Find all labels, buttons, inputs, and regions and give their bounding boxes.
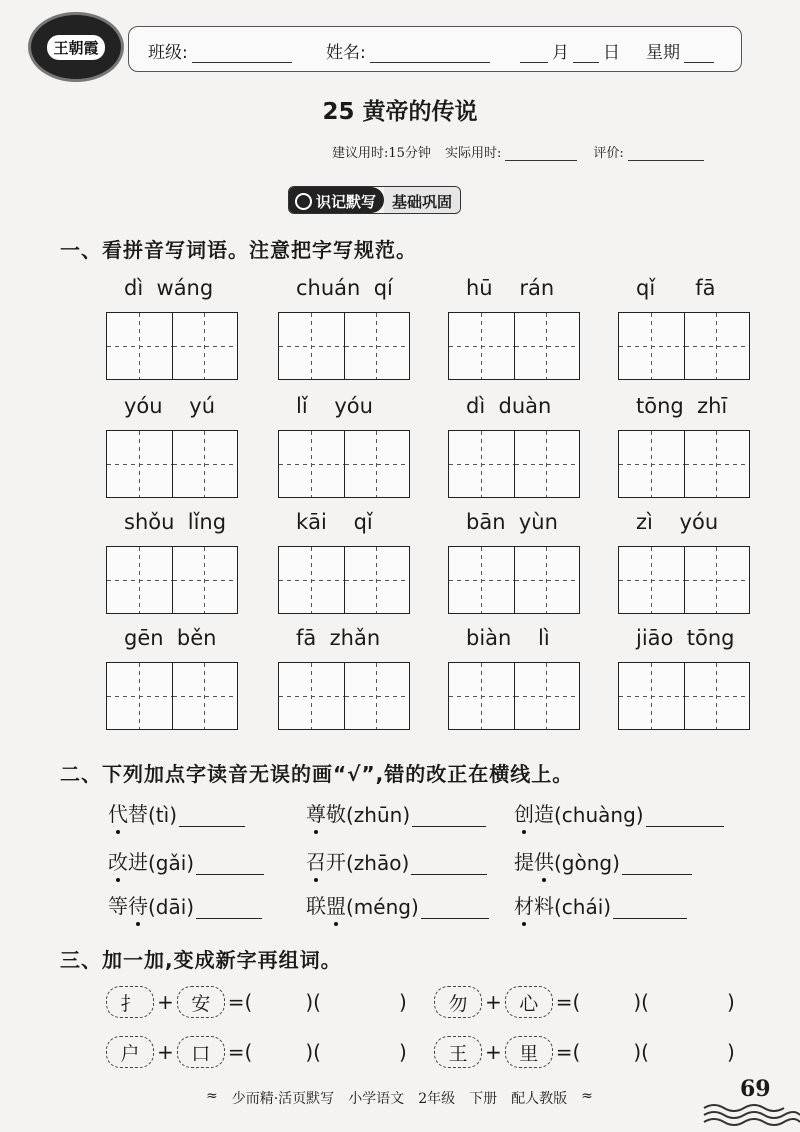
writing-grid[interactable]: [278, 546, 410, 614]
word-char: 替: [128, 802, 148, 826]
month-blank[interactable]: [520, 44, 548, 63]
writing-cell[interactable]: [279, 663, 345, 729]
badge-basic: [384, 187, 460, 213]
actual-time-label: 实际用时:: [444, 146, 502, 161]
page-number: 69: [740, 1076, 771, 1102]
pinyin-reading: (gǎi): [148, 851, 195, 875]
writing-cell[interactable]: [685, 313, 750, 379]
pronunciation-item: [306, 890, 489, 919]
word-char: 造: [534, 802, 554, 826]
writing-cell[interactable]: [619, 663, 685, 729]
name-field[interactable]: [326, 38, 490, 63]
footer-volume: 下册: [469, 1091, 498, 1107]
pinyin-prompt: qǐ fā: [636, 276, 716, 300]
add-radical-item: [434, 986, 735, 1018]
writing-cell[interactable]: [619, 313, 685, 379]
answer-blank[interactable]: [622, 854, 692, 875]
paren-separator: )(: [305, 990, 321, 1014]
writing-grid[interactable]: [448, 430, 580, 498]
pinyin-prompt: chuán qí: [296, 276, 393, 300]
medal-icon: [295, 193, 312, 210]
writing-cell[interactable]: [449, 663, 515, 729]
component-char: 口: [177, 1036, 225, 1068]
answer-blank[interactable]: [613, 898, 687, 919]
writing-grid[interactable]: [618, 430, 750, 498]
writing-grid[interactable]: [106, 312, 238, 380]
pronunciation-item: [108, 890, 262, 919]
writing-grid[interactable]: [618, 312, 750, 380]
name-label: 姓名:: [326, 43, 366, 63]
pinyin-prompt: zì yóu: [636, 510, 719, 534]
component-char: 户: [106, 1036, 154, 1068]
section3-heading: 三、加一加,变成新字再组词。: [60, 948, 342, 972]
writing-cell[interactable]: [107, 431, 173, 497]
pronunciation-item: [514, 846, 692, 875]
writing-grid[interactable]: [448, 312, 580, 380]
equals-sign: =(: [227, 990, 253, 1014]
section-badge: [288, 186, 461, 214]
day-blank[interactable]: [573, 44, 599, 63]
word-char: 供: [534, 846, 554, 875]
answer-blank[interactable]: [412, 806, 486, 827]
footer-grade: 2年级: [418, 1091, 456, 1107]
class-field[interactable]: [148, 38, 292, 63]
pronunciation-item: [108, 798, 245, 827]
writing-cell[interactable]: [619, 431, 685, 497]
answer-blank[interactable]: [179, 806, 245, 827]
paren-close: ): [398, 990, 407, 1014]
word-char: 尊: [306, 798, 326, 827]
writing-cell[interactable]: [449, 431, 515, 497]
writing-cell[interactable]: [173, 663, 238, 729]
component-char: 扌: [106, 986, 154, 1018]
pinyin-reading: (gòng): [554, 851, 620, 875]
add-radical-item: [106, 986, 407, 1018]
word-char: 代: [108, 798, 128, 827]
suggested-time: 建议用时:15分钟: [332, 146, 431, 161]
pinyin-prompt: fā zhǎn: [296, 626, 381, 650]
lesson-title: 25 黄帝的传说: [322, 99, 478, 125]
paren-close: ): [726, 990, 735, 1014]
word-char: 改: [108, 846, 128, 875]
logo-text: 王朝霞: [47, 35, 104, 60]
writing-cell[interactable]: [173, 313, 238, 379]
word-char: 敬: [326, 802, 346, 826]
badge-right-label: 基础巩固: [392, 192, 453, 211]
paren-separator: )(: [633, 1040, 649, 1064]
component-char: 安: [177, 986, 225, 1018]
answer-blank[interactable]: [646, 806, 724, 827]
word-char: 进: [128, 850, 148, 874]
writing-cell[interactable]: [279, 547, 345, 613]
evaluation-label: 评价:: [593, 146, 624, 161]
pinyin-reading: (dāi): [148, 895, 195, 919]
writing-cell[interactable]: [107, 663, 173, 729]
evaluation-blank[interactable]: [628, 146, 704, 161]
plus-sign: +: [157, 1040, 174, 1064]
footer-edition: 配人教版: [511, 1091, 568, 1107]
writing-cell[interactable]: [345, 663, 410, 729]
writing-cell[interactable]: [107, 313, 173, 379]
plus-sign: +: [485, 1040, 502, 1064]
badge-left-label: 识记默写: [316, 192, 377, 211]
writing-cell[interactable]: [279, 431, 345, 497]
writing-grid[interactable]: [106, 546, 238, 614]
writing-grid[interactable]: [278, 312, 410, 380]
actual-time-blank[interactable]: [505, 146, 577, 161]
plus-sign: +: [157, 990, 174, 1014]
pinyin-prompt: lǐ yóu: [296, 394, 373, 418]
answer-blank[interactable]: [196, 854, 264, 875]
pinyin-prompt: yóu yú: [124, 394, 216, 418]
pronunciation-item: [514, 798, 724, 827]
day-label: 日: [603, 43, 620, 63]
footer-subject: 小学语文: [348, 1091, 405, 1107]
answer-blank[interactable]: [421, 898, 489, 919]
name-blank[interactable]: [370, 44, 490, 63]
writing-cell[interactable]: [619, 547, 685, 613]
section1-heading: 一、看拼音写词语。注意把字写规范。: [60, 238, 417, 262]
word-char: 创: [514, 798, 534, 827]
word-char: 待: [128, 890, 148, 919]
publisher-logo: [28, 12, 124, 82]
writing-cell[interactable]: [345, 547, 410, 613]
pinyin-reading: (chái): [554, 895, 612, 919]
word-char: 召: [306, 846, 326, 875]
class-blank[interactable]: [192, 44, 292, 63]
writing-grid[interactable]: [448, 662, 580, 730]
pinyin-reading: (zhāo): [346, 851, 410, 875]
pronunciation-item: [306, 798, 486, 827]
answer-blank[interactable]: [411, 854, 487, 875]
writing-cell[interactable]: [449, 547, 515, 613]
component-char: 心: [505, 986, 553, 1018]
pinyin-prompt: bān yùn: [466, 510, 558, 534]
pinyin-prompt: dì wáng: [124, 276, 214, 300]
plus-sign: +: [485, 990, 502, 1014]
component-char: 王: [434, 1036, 482, 1068]
writing-grid[interactable]: [106, 662, 238, 730]
date-field[interactable]: [516, 38, 714, 63]
pinyin-reading: (zhūn): [346, 803, 411, 827]
paren-close: ): [398, 1040, 407, 1064]
writing-grid[interactable]: [106, 430, 238, 498]
pinyin-reading: (chuàng): [554, 803, 644, 827]
component-char: 里: [505, 1036, 553, 1068]
paren-separator: )(: [633, 990, 649, 1014]
word-char: 等: [108, 894, 128, 918]
writing-cell[interactable]: [515, 547, 580, 613]
weekday-blank[interactable]: [684, 44, 714, 63]
writing-grid[interactable]: [278, 662, 410, 730]
pinyin-reading: (tì): [148, 803, 178, 827]
badge-memorize: [289, 187, 384, 213]
writing-grid[interactable]: [278, 430, 410, 498]
word-char: 料: [534, 894, 554, 918]
word-char: 材: [514, 890, 534, 919]
writing-grid[interactable]: [618, 546, 750, 614]
weekday-label: 星期: [646, 43, 680, 63]
pinyin-prompt: hū rán: [466, 276, 555, 300]
time-info: [332, 142, 704, 161]
word-char: 盟: [326, 890, 346, 919]
add-radical-item: [106, 1036, 407, 1068]
writing-cell[interactable]: [345, 431, 410, 497]
writing-cell[interactable]: [345, 313, 410, 379]
paren-close: ): [726, 1040, 735, 1064]
footer-wave-right: ≈: [581, 1088, 593, 1104]
pinyin-prompt: gēn běn: [124, 626, 217, 650]
answer-blank[interactable]: [196, 898, 262, 919]
footer: [206, 1088, 593, 1108]
word-char: 提: [514, 850, 534, 874]
writing-cell[interactable]: [107, 547, 173, 613]
writing-cell[interactable]: [685, 547, 750, 613]
section2-heading: 二、下列加点字读音无误的画“√”,错的改正在横线上。: [60, 762, 574, 786]
pinyin-prompt: dì duàn: [466, 394, 552, 418]
writing-grid[interactable]: [448, 546, 580, 614]
component-char: 勿: [434, 986, 482, 1018]
footer-series: 少而精·活页默写: [231, 1091, 335, 1107]
writing-cell[interactable]: [279, 313, 345, 379]
writing-cell[interactable]: [515, 663, 580, 729]
pinyin-prompt: biàn lì: [466, 626, 550, 650]
word-char: 开: [326, 850, 346, 874]
footer-wave-left: ≈: [206, 1088, 218, 1104]
paren-separator: )(: [305, 1040, 321, 1064]
add-radical-item: [434, 1036, 735, 1068]
pronunciation-item: [514, 890, 687, 919]
equals-sign: =(: [555, 990, 581, 1014]
writing-cell[interactable]: [515, 313, 580, 379]
writing-cell[interactable]: [685, 431, 750, 497]
pinyin-prompt: shǒu lǐng: [124, 510, 227, 534]
pronunciation-item: [306, 846, 487, 875]
writing-cell[interactable]: [449, 313, 515, 379]
writing-cell[interactable]: [685, 663, 750, 729]
writing-cell[interactable]: [173, 547, 238, 613]
pinyin-reading: (méng): [346, 895, 419, 919]
pinyin-prompt: kāi qǐ: [296, 510, 373, 534]
equals-sign: =(: [227, 1040, 253, 1064]
class-label: 班级:: [148, 43, 188, 63]
writing-cell[interactable]: [515, 431, 580, 497]
pinyin-prompt: jiāo tōng: [636, 626, 735, 650]
month-label: 月: [552, 43, 569, 63]
word-char: 联: [306, 894, 326, 918]
equals-sign: =(: [555, 1040, 581, 1064]
pinyin-prompt: tōng zhī: [636, 394, 728, 418]
writing-grid[interactable]: [618, 662, 750, 730]
pronunciation-item: [108, 846, 264, 875]
writing-cell[interactable]: [173, 431, 238, 497]
